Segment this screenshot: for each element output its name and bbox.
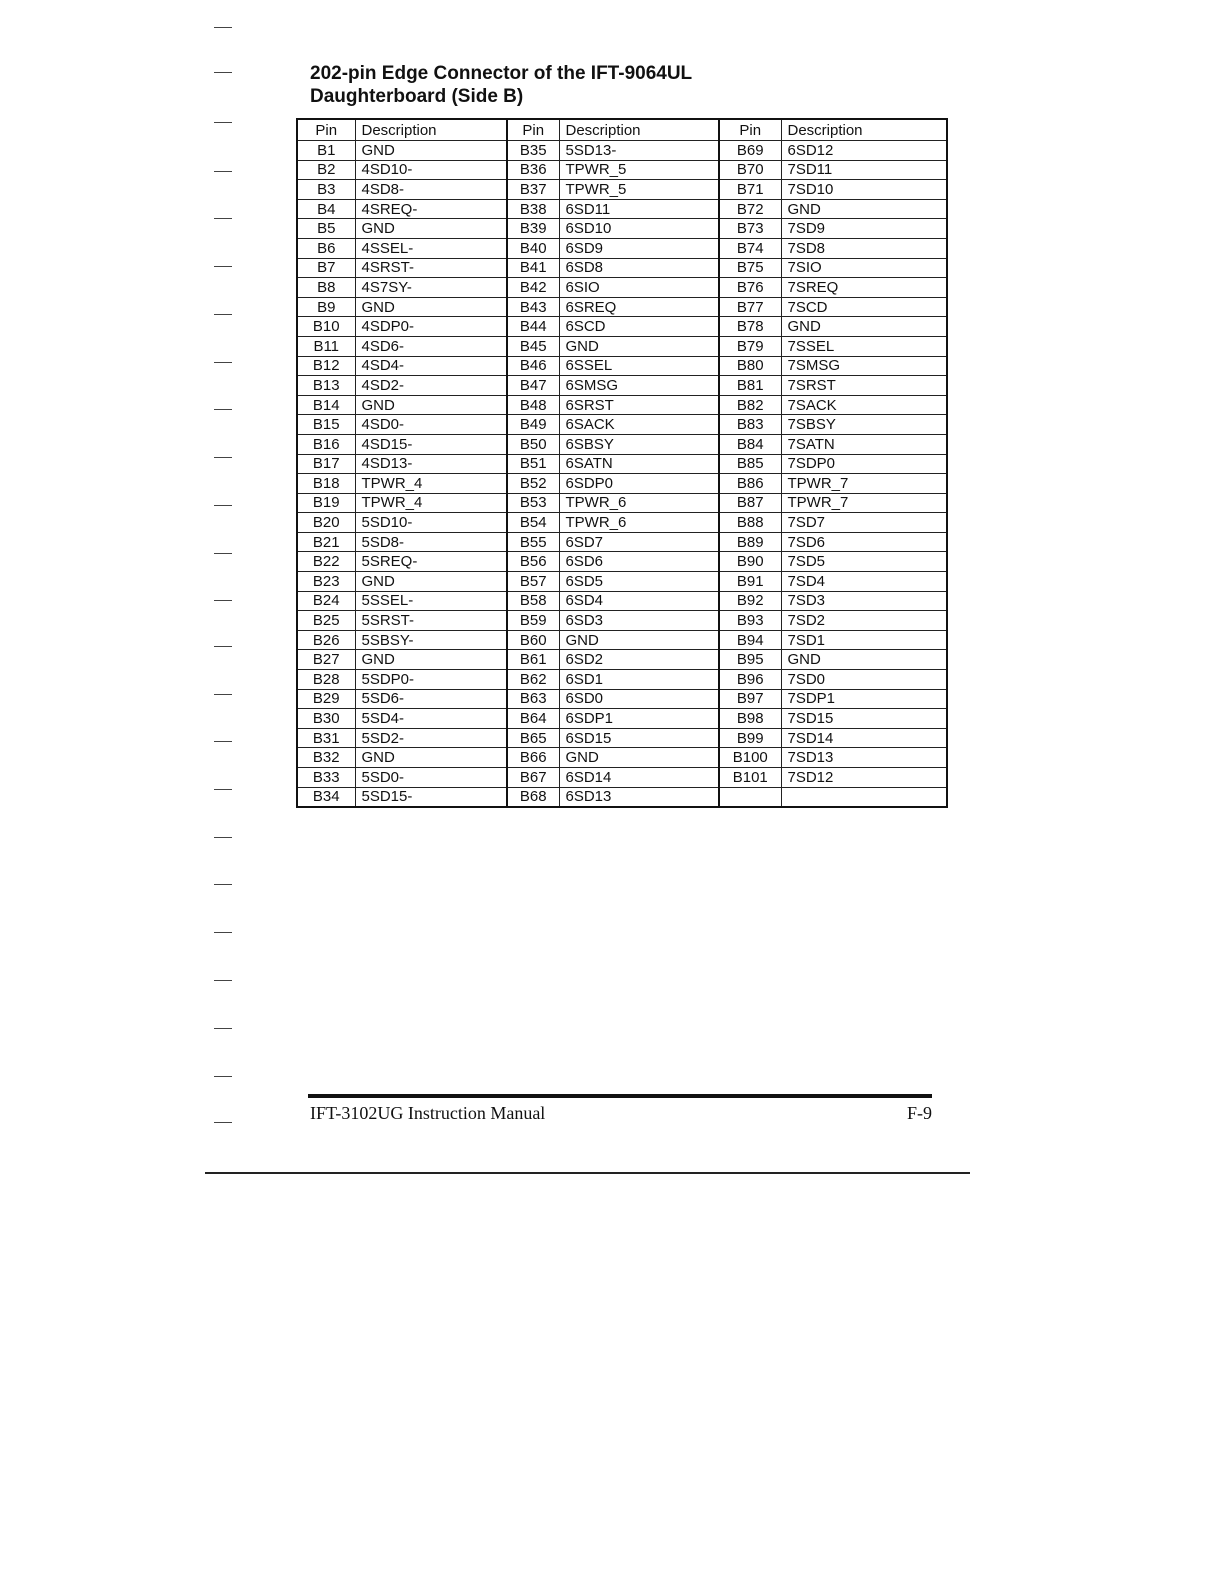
pin-cell: B95 (719, 650, 781, 670)
description-cell: 6SMSG (559, 376, 719, 396)
pin-cell: B11 (297, 336, 355, 356)
table-row (297, 376, 947, 396)
pin-cell: B30 (297, 709, 355, 729)
table-row (297, 160, 947, 180)
table-row (297, 199, 947, 219)
description-cell: 4S7SY- (355, 278, 507, 298)
description-cell: 6SCD (559, 317, 719, 337)
pin-cell: B70 (719, 160, 781, 180)
pin-cell: B101 (719, 768, 781, 788)
description-cell: 6SD2 (559, 650, 719, 670)
pin-cell: B33 (297, 768, 355, 788)
margin-tick (214, 122, 232, 123)
description-cell: 7SMSG (781, 356, 947, 376)
pin-cell: B45 (507, 336, 559, 356)
description-cell: 7SD4 (781, 572, 947, 592)
pin-cell: B19 (297, 493, 355, 513)
pin-cell: B12 (297, 356, 355, 376)
description-cell: 7SD7 (781, 513, 947, 533)
description-cell: 5SD8- (355, 532, 507, 552)
description-cell: 5SD0- (355, 768, 507, 788)
pin-cell: B52 (507, 474, 559, 494)
pin-cell: B87 (719, 493, 781, 513)
margin-tick (214, 505, 232, 506)
pin-cell: B23 (297, 572, 355, 592)
pin-cell: B1 (297, 141, 355, 161)
description-cell: 6SDP0 (559, 474, 719, 494)
pin-cell: B36 (507, 160, 559, 180)
description-cell: 7SD11 (781, 160, 947, 180)
pin-cell: B64 (507, 709, 559, 729)
table-row (297, 572, 947, 592)
pin-cell: B91 (719, 572, 781, 592)
description-cell: 4SRST- (355, 258, 507, 278)
description-cell: GND (355, 297, 507, 317)
margin-tick (214, 1122, 232, 1123)
pin-cell: B14 (297, 395, 355, 415)
pin-cell: B49 (507, 415, 559, 435)
pin-cell: B66 (507, 748, 559, 768)
margin-tick (214, 980, 232, 981)
table-row (297, 748, 947, 768)
table-row (297, 258, 947, 278)
pin-cell: B48 (507, 395, 559, 415)
pin-cell: B60 (507, 630, 559, 650)
description-cell: 6SD15 (559, 728, 719, 748)
pin-cell: B51 (507, 454, 559, 474)
pin-cell: B100 (719, 748, 781, 768)
description-cell: 6SD13 (559, 787, 719, 807)
description-cell: 7SD10 (781, 180, 947, 200)
description-cell: 5SBSY- (355, 630, 507, 650)
pin-cell: B61 (507, 650, 559, 670)
pin-cell: B96 (719, 670, 781, 690)
pin-cell: B90 (719, 552, 781, 572)
pin-cell: B63 (507, 689, 559, 709)
description-cell: 7SDP1 (781, 689, 947, 709)
description-cell: 6SD10 (559, 219, 719, 239)
pin-cell: B77 (719, 297, 781, 317)
margin-tick (214, 266, 232, 267)
table-row (297, 415, 947, 435)
description-cell: 7SCD (781, 297, 947, 317)
pin-cell: B40 (507, 238, 559, 258)
pin-cell: B71 (719, 180, 781, 200)
description-cell: 4SD0- (355, 415, 507, 435)
description-cell: 7SD6 (781, 532, 947, 552)
pin-cell: B20 (297, 513, 355, 533)
table-row (297, 513, 947, 533)
margin-tick (214, 789, 232, 790)
margin-tick (214, 837, 232, 838)
pin-cell: B35 (507, 141, 559, 161)
pin-cell: B16 (297, 434, 355, 454)
margin-tick (214, 694, 232, 695)
pin-cell: B50 (507, 434, 559, 454)
pin-cell: B81 (719, 376, 781, 396)
description-cell: 4SD15- (355, 434, 507, 454)
description-cell: 6SRST (559, 395, 719, 415)
pin-cell: B47 (507, 376, 559, 396)
pin-cell: B85 (719, 454, 781, 474)
description-cell: 5SDP0- (355, 670, 507, 690)
table-row (297, 356, 947, 376)
margin-tick (214, 1028, 232, 1029)
description-cell: 4SD2- (355, 376, 507, 396)
description-cell: 4SD4- (355, 356, 507, 376)
header-pin-1: Pin (297, 119, 355, 141)
description-cell: TPWR_4 (355, 474, 507, 494)
pin-cell: B18 (297, 474, 355, 494)
pin-cell: B38 (507, 199, 559, 219)
description-cell: 7SDP0 (781, 454, 947, 474)
footer-rule (308, 1094, 932, 1098)
table-row (297, 454, 947, 474)
table-row (297, 689, 947, 709)
margin-tick (214, 314, 232, 315)
table-row (297, 650, 947, 670)
pin-cell: B53 (507, 493, 559, 513)
table-row (297, 434, 947, 454)
pin-cell: B41 (507, 258, 559, 278)
table-row (297, 591, 947, 611)
pin-cell: B80 (719, 356, 781, 376)
pin-cell: B68 (507, 787, 559, 807)
description-cell: 5SD15- (355, 787, 507, 807)
description-cell: GND (355, 219, 507, 239)
description-cell: GND (355, 141, 507, 161)
pin-cell: B99 (719, 728, 781, 748)
pin-cell: B78 (719, 317, 781, 337)
description-cell: 6SREQ (559, 297, 719, 317)
description-cell: 6SIO (559, 278, 719, 298)
margin-tick (214, 646, 232, 647)
description-cell: 6SDP1 (559, 709, 719, 729)
header-description-1: Description (355, 119, 507, 141)
description-cell: TPWR_4 (355, 493, 507, 513)
margin-tick (214, 171, 232, 172)
description-cell: 6SD12 (781, 141, 947, 161)
margin-tick (214, 457, 232, 458)
pin-cell: B72 (719, 199, 781, 219)
description-cell: 7SD0 (781, 670, 947, 690)
description-cell: TPWR_7 (781, 493, 947, 513)
description-cell: GND (355, 572, 507, 592)
description-cell: 6SD14 (559, 768, 719, 788)
pin-cell: B4 (297, 199, 355, 219)
description-cell: 7SD3 (781, 591, 947, 611)
description-cell: 5SD2- (355, 728, 507, 748)
description-cell: 7SD15 (781, 709, 947, 729)
description-cell: 6SD4 (559, 591, 719, 611)
table-row (297, 238, 947, 258)
description-cell: 7SBSY (781, 415, 947, 435)
table-row (297, 728, 947, 748)
description-cell: GND (559, 336, 719, 356)
pin-cell: B32 (297, 748, 355, 768)
footer-page-number: F-9 (906, 1103, 932, 1123)
description-cell: 4SDP0- (355, 317, 507, 337)
description-cell: 4SREQ- (355, 199, 507, 219)
description-cell: GND (781, 199, 947, 219)
description-cell: 7SREQ (781, 278, 947, 298)
description-cell: 7SD12 (781, 768, 947, 788)
pin-cell: B46 (507, 356, 559, 376)
pin-cell: B76 (719, 278, 781, 298)
pin-cell: B13 (297, 376, 355, 396)
margin-tick (214, 741, 232, 742)
description-cell: 6SD0 (559, 689, 719, 709)
description-cell: TPWR_6 (559, 493, 719, 513)
pin-cell: B22 (297, 552, 355, 572)
pin-cell: B59 (507, 611, 559, 631)
pin-table (296, 118, 948, 808)
table-row (297, 141, 947, 161)
description-cell: 6SD11 (559, 199, 719, 219)
description-cell: 7SRST (781, 376, 947, 396)
header-description-2: Description (559, 119, 719, 141)
pin-cell: B97 (719, 689, 781, 709)
pin-cell: B24 (297, 591, 355, 611)
table-row (297, 787, 947, 807)
description-cell: 6SD5 (559, 572, 719, 592)
pin-cell: B65 (507, 728, 559, 748)
pin-cell: B39 (507, 219, 559, 239)
description-cell: 5SD10- (355, 513, 507, 533)
pin-cell: B92 (719, 591, 781, 611)
margin-tick (214, 218, 232, 219)
table-row (297, 493, 947, 513)
margin-tick (214, 932, 232, 933)
description-cell: 4SD6- (355, 336, 507, 356)
table-row (297, 611, 947, 631)
pin-cell: B34 (297, 787, 355, 807)
pin-cell: B86 (719, 474, 781, 494)
description-cell (781, 787, 947, 807)
pin-cell: B8 (297, 278, 355, 298)
description-cell: GND (781, 317, 947, 337)
description-cell: 7SD14 (781, 728, 947, 748)
pin-cell: B62 (507, 670, 559, 690)
description-cell: 7SD1 (781, 630, 947, 650)
margin-tick (214, 1076, 232, 1077)
pin-cell: B17 (297, 454, 355, 474)
header-description-3: Description (781, 119, 947, 141)
pin-cell: B21 (297, 532, 355, 552)
description-cell: GND (355, 650, 507, 670)
pin-cell: B98 (719, 709, 781, 729)
description-cell: TPWR_7 (781, 474, 947, 494)
pin-cell: B54 (507, 513, 559, 533)
description-cell: 5SD6- (355, 689, 507, 709)
description-cell: 7SSEL (781, 336, 947, 356)
table-row (297, 395, 947, 415)
pin-cell: B43 (507, 297, 559, 317)
pin-cell: B5 (297, 219, 355, 239)
header-pin-2: Pin (507, 119, 559, 141)
description-cell: 6SD1 (559, 670, 719, 690)
pin-cell (719, 787, 781, 807)
table-row (297, 532, 947, 552)
pin-table-body (297, 141, 947, 808)
pin-cell: B73 (719, 219, 781, 239)
title-line-1: 202-pin Edge Connector of the IFT-9064UL (310, 63, 693, 84)
description-cell: 7SACK (781, 395, 947, 415)
table-row (297, 317, 947, 337)
description-cell: 7SD9 (781, 219, 947, 239)
description-cell: 7SD13 (781, 748, 947, 768)
description-cell: 7SD5 (781, 552, 947, 572)
description-cell: GND (559, 748, 719, 768)
pin-cell: B9 (297, 297, 355, 317)
margin-tick (214, 600, 232, 601)
pin-cell: B27 (297, 650, 355, 670)
table-row (297, 630, 947, 650)
title-line-2: Daughterboard (Side B) (310, 86, 524, 107)
footer-manual-title: IFT-3102UG Instruction Manual (310, 1103, 546, 1123)
description-cell: 4SSEL- (355, 238, 507, 258)
description-cell: 5SREQ- (355, 552, 507, 572)
pin-cell: B89 (719, 532, 781, 552)
description-cell: GND (355, 748, 507, 768)
description-cell: 7SIO (781, 258, 947, 278)
pin-cell: B3 (297, 180, 355, 200)
description-cell: 7SATN (781, 434, 947, 454)
pin-cell: B44 (507, 317, 559, 337)
margin-tick (214, 409, 232, 410)
description-cell: GND (355, 395, 507, 415)
description-cell: TPWR_6 (559, 513, 719, 533)
description-cell: 6SD6 (559, 552, 719, 572)
table-row (297, 219, 947, 239)
pin-cell: B88 (719, 513, 781, 533)
table-header-row (297, 119, 947, 141)
description-cell: 6SD7 (559, 532, 719, 552)
pin-cell: B28 (297, 670, 355, 690)
pin-cell: B93 (719, 611, 781, 631)
table-row (297, 336, 947, 356)
description-cell: 6SACK (559, 415, 719, 435)
table-row (297, 670, 947, 690)
pin-cell: B84 (719, 434, 781, 454)
pin-cell: B74 (719, 238, 781, 258)
description-cell: 5SD4- (355, 709, 507, 729)
margin-tick (214, 553, 232, 554)
header-pin-3: Pin (719, 119, 781, 141)
pin-cell: B10 (297, 317, 355, 337)
description-cell: 7SD2 (781, 611, 947, 631)
pin-cell: B75 (719, 258, 781, 278)
description-cell: GND (781, 650, 947, 670)
pin-cell: B56 (507, 552, 559, 572)
description-cell: 4SD8- (355, 180, 507, 200)
table-row (297, 278, 947, 298)
description-cell: 4SD13- (355, 454, 507, 474)
table-row (297, 180, 947, 200)
pin-cell: B29 (297, 689, 355, 709)
description-cell: 5SRST- (355, 611, 507, 631)
margin-tick (214, 362, 232, 363)
table-row (297, 297, 947, 317)
pin-cell: B67 (507, 768, 559, 788)
description-cell: 4SD10- (355, 160, 507, 180)
description-cell: TPWR_5 (559, 160, 719, 180)
pin-cell: B2 (297, 160, 355, 180)
pin-cell: B25 (297, 611, 355, 631)
pin-cell: B37 (507, 180, 559, 200)
pin-cell: B94 (719, 630, 781, 650)
margin-tick (214, 72, 232, 73)
page-title (310, 62, 910, 108)
bottom-rule (205, 1172, 970, 1174)
table-row (297, 552, 947, 572)
description-cell: 5SD13- (559, 141, 719, 161)
pin-cell: B31 (297, 728, 355, 748)
description-cell: GND (559, 630, 719, 650)
description-cell: 6SD3 (559, 611, 719, 631)
description-cell: 6SATN (559, 454, 719, 474)
pin-cell: B79 (719, 336, 781, 356)
pin-cell: B69 (719, 141, 781, 161)
description-cell: 6SBSY (559, 434, 719, 454)
description-cell: 6SD9 (559, 238, 719, 258)
margin-tick (214, 27, 232, 28)
pin-cell: B6 (297, 238, 355, 258)
pin-cell: B55 (507, 532, 559, 552)
table-row (297, 474, 947, 494)
pin-cell: B42 (507, 278, 559, 298)
table-row (297, 709, 947, 729)
margin-tick (214, 884, 232, 885)
description-cell: TPWR_5 (559, 180, 719, 200)
description-cell: 6SSEL (559, 356, 719, 376)
description-cell: 5SSEL- (355, 591, 507, 611)
table-row (297, 768, 947, 788)
pin-cell: B15 (297, 415, 355, 435)
description-cell: 7SD8 (781, 238, 947, 258)
pin-cell: B26 (297, 630, 355, 650)
description-cell: 6SD8 (559, 258, 719, 278)
pin-cell: B57 (507, 572, 559, 592)
pin-cell: B83 (719, 415, 781, 435)
pin-cell: B7 (297, 258, 355, 278)
pin-cell: B82 (719, 395, 781, 415)
pin-cell: B58 (507, 591, 559, 611)
